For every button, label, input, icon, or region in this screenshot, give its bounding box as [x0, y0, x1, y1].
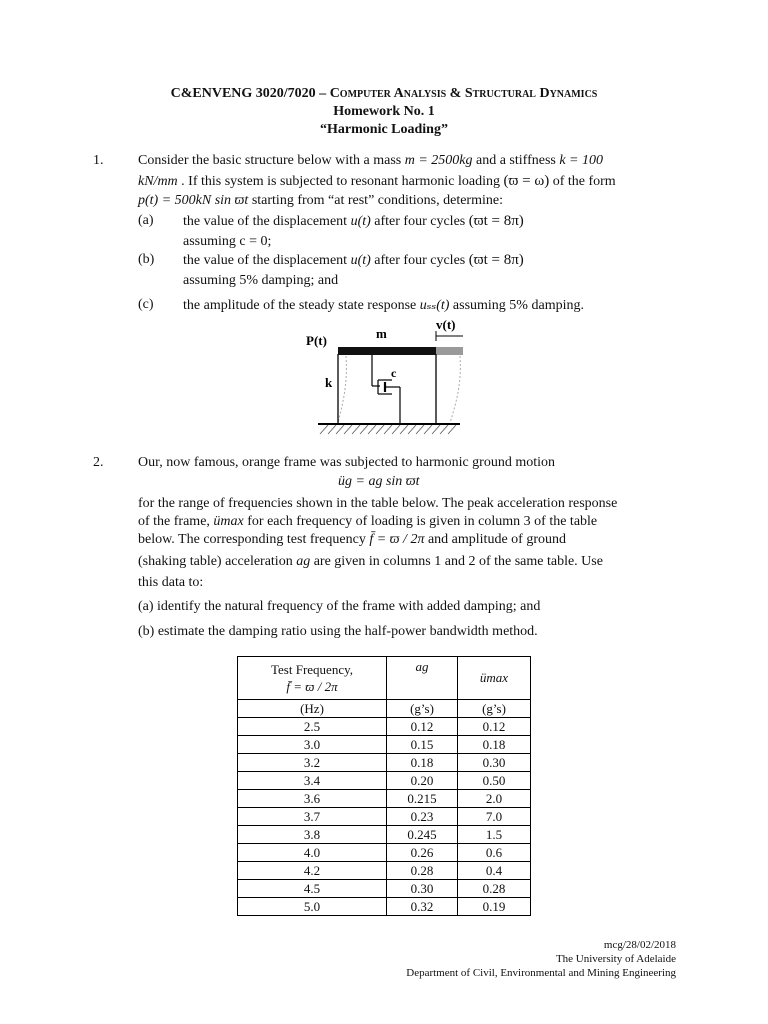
q2-line-2: for the range of frequencies shown in the table below. The peak acceleration response [138, 496, 618, 511]
footer-department: Department of Civil, Environmental and Mining Engineering [406, 967, 676, 979]
cell-frequency: 3.7 [238, 808, 387, 826]
unit-hz: (Hz) [238, 700, 387, 718]
unit-gs: (g’s) [458, 700, 531, 718]
ground-hatch [320, 425, 456, 434]
q1-text: . If this system is subjected to resonant harmonic loading [177, 174, 504, 189]
q2-frequency-formula: f̄ = ϖ / 2π [369, 532, 425, 547]
table-row [238, 862, 531, 880]
cell-ground-accel: 0.15 [387, 736, 458, 754]
damper-label: c [391, 366, 397, 380]
q1-steady-state-symbol: uₛₛ(t) [419, 298, 450, 313]
table-header-row [238, 657, 531, 700]
cell-peak-accel: 0.4 [458, 862, 531, 880]
cell-frequency: 4.2 [238, 862, 387, 880]
header-ground-accel: ag [387, 657, 458, 700]
table-row [238, 790, 531, 808]
cell-ground-accel: 0.23 [387, 808, 458, 826]
cell-peak-accel: 0.18 [458, 736, 531, 754]
q2-line-3 [138, 514, 597, 530]
q1-part-b-text: after four cycles [370, 253, 469, 268]
homework-title: Homework No. 1 [333, 104, 435, 119]
q1-cycle-condition: (ϖt = 8π) [468, 213, 524, 229]
homework-topic: “Harmonic Loading” [320, 122, 448, 137]
q1-stiffness-value: k = 100 [559, 153, 604, 168]
footer-author-date: mcg/28/02/2018 [603, 939, 676, 951]
q2-text: for each frequency of loading is given in column 3 of the table [243, 514, 598, 529]
q1-line-2 [138, 173, 616, 190]
cell-frequency: 2.5 [238, 718, 387, 736]
q2-text: of the frame, [138, 514, 214, 529]
q1-resonance-condition: (ϖ = ω) [503, 173, 550, 189]
deflected-column-right [450, 356, 460, 423]
q2-equation: üg = ag sin ϖt [338, 474, 420, 489]
cell-ground-accel: 0.20 [387, 772, 458, 790]
table-row [238, 880, 531, 898]
question-2-number: 2. [93, 455, 104, 470]
cell-frequency: 3.4 [238, 772, 387, 790]
q1-part-a-cont: assuming c = 0; [183, 234, 272, 249]
q1-stiffness-unit: kN/mm [138, 174, 178, 189]
table-row [238, 826, 531, 844]
table-body [238, 718, 531, 916]
question-1-number: 1. [93, 153, 104, 168]
q1-part-c-text: assuming 5% damping. [449, 298, 584, 313]
mass-label: m [376, 326, 387, 341]
cell-ground-accel: 0.12 [387, 718, 458, 736]
cell-peak-accel: 1.5 [458, 826, 531, 844]
q2-line-6: this data to: [138, 575, 204, 590]
header-test-frequency-formula: f̄ = ϖ / 2π [286, 679, 338, 694]
q2-text: are given in columns 1 and 2 of the same table. Use [310, 554, 603, 569]
cell-peak-accel: 7.0 [458, 808, 531, 826]
q1-part-c-text [183, 297, 584, 314]
q1-part-b-text [183, 252, 524, 269]
unit-gs: (g’s) [387, 700, 458, 718]
q2-text: below. The corresponding test frequency [138, 532, 370, 547]
q2-line-4 [138, 532, 566, 548]
cell-ground-accel: 0.30 [387, 880, 458, 898]
cell-peak-accel: 0.28 [458, 880, 531, 898]
table-row [238, 736, 531, 754]
frequency-response-table [237, 656, 531, 916]
table-row [238, 718, 531, 736]
course-title: Computer Analysis & Structural Dynamics [329, 86, 598, 101]
mass-girder [338, 347, 436, 355]
cell-peak-accel: 2.0 [458, 790, 531, 808]
q1-part-b-text: the value of the displacement [183, 253, 351, 268]
q1-part-a-text [183, 213, 524, 230]
displacement-label: v(t) [436, 317, 456, 332]
header-test-frequency-label: Test Frequency, [271, 662, 353, 677]
q1-part-a-text: the value of the displacement [183, 214, 351, 229]
q1-line-3 [138, 193, 503, 209]
table-units-row [238, 700, 531, 718]
cell-frequency: 3.2 [238, 754, 387, 772]
q2-line-5 [138, 554, 603, 570]
q1-cycle-condition: (ϖt = 8π) [468, 252, 524, 268]
deflected-column-left [338, 356, 346, 423]
q1-part-c-label: (c) [138, 297, 154, 312]
header-test-frequency [238, 657, 387, 700]
q2-text: and amplitude of ground [424, 532, 566, 547]
cell-peak-accel: 0.30 [458, 754, 531, 772]
footer-university: The University of Adelaide [555, 953, 676, 965]
frame-figure [300, 316, 470, 438]
q2-text: (shaking table) acceleration [138, 554, 297, 569]
stiffness-label: k [325, 375, 333, 390]
q1-mass-value: m = 2500kg [404, 153, 473, 168]
q1-text: Consider the basic structure below with a mass [138, 153, 405, 168]
cell-frequency: 3.8 [238, 826, 387, 844]
cell-ground-accel: 0.18 [387, 754, 458, 772]
table-row [238, 808, 531, 826]
load-label: P(t) [306, 333, 327, 348]
q1-line-1 [138, 153, 603, 169]
cell-frequency: 4.5 [238, 880, 387, 898]
table-row [238, 772, 531, 790]
q2-item-a: (a) identify the natural frequency of the frame with added damping; and [138, 599, 541, 614]
cell-ground-accel: 0.215 [387, 790, 458, 808]
cell-ground-accel: 0.245 [387, 826, 458, 844]
cell-ground-accel: 0.32 [387, 898, 458, 916]
q1-text: of the form [549, 174, 616, 189]
cell-ground-accel: 0.26 [387, 844, 458, 862]
course-code: C&ENVENG 3020/7020 – [170, 86, 330, 101]
cell-frequency: 4.0 [238, 844, 387, 862]
cell-peak-accel: 0.12 [458, 718, 531, 736]
cell-frequency: 3.0 [238, 736, 387, 754]
course-heading [0, 86, 768, 102]
q1-displacement-symbol: u(t) [350, 214, 371, 229]
q1-load-equation: p(t) = 500kN sin ϖt [138, 193, 249, 208]
cell-peak-accel: 0.50 [458, 772, 531, 790]
q1-text: starting from “at rest” conditions, determine: [248, 193, 503, 208]
q1-part-a-text: after four cycles [370, 214, 469, 229]
cell-peak-accel: 0.6 [458, 844, 531, 862]
displaced-girder [436, 347, 463, 355]
q1-text: and a stiffness [472, 153, 560, 168]
cell-frequency: 5.0 [238, 898, 387, 916]
header-peak-accel: ümax [458, 657, 531, 700]
q2-peak-accel-symbol: ümax [213, 514, 244, 529]
table-row [238, 844, 531, 862]
q1-displacement-symbol: u(t) [350, 253, 371, 268]
table-row [238, 898, 531, 916]
q2-item-b: (b) estimate the damping ratio using the half-power bandwidth method. [138, 624, 538, 639]
q1-part-a-label: (a) [138, 213, 154, 228]
cell-ground-accel: 0.28 [387, 862, 458, 880]
cell-frequency: 3.6 [238, 790, 387, 808]
cell-peak-accel: 0.19 [458, 898, 531, 916]
table-row [238, 754, 531, 772]
q1-part-c-text: the amplitude of the steady state response [183, 298, 420, 313]
q2-ground-accel-symbol: ag [296, 554, 311, 569]
q2-line-1: Our, now famous, orange frame was subjected to harmonic ground motion [138, 455, 555, 470]
q1-part-b-cont: assuming 5% damping; and [183, 273, 339, 288]
q1-part-b-label: (b) [138, 252, 155, 267]
